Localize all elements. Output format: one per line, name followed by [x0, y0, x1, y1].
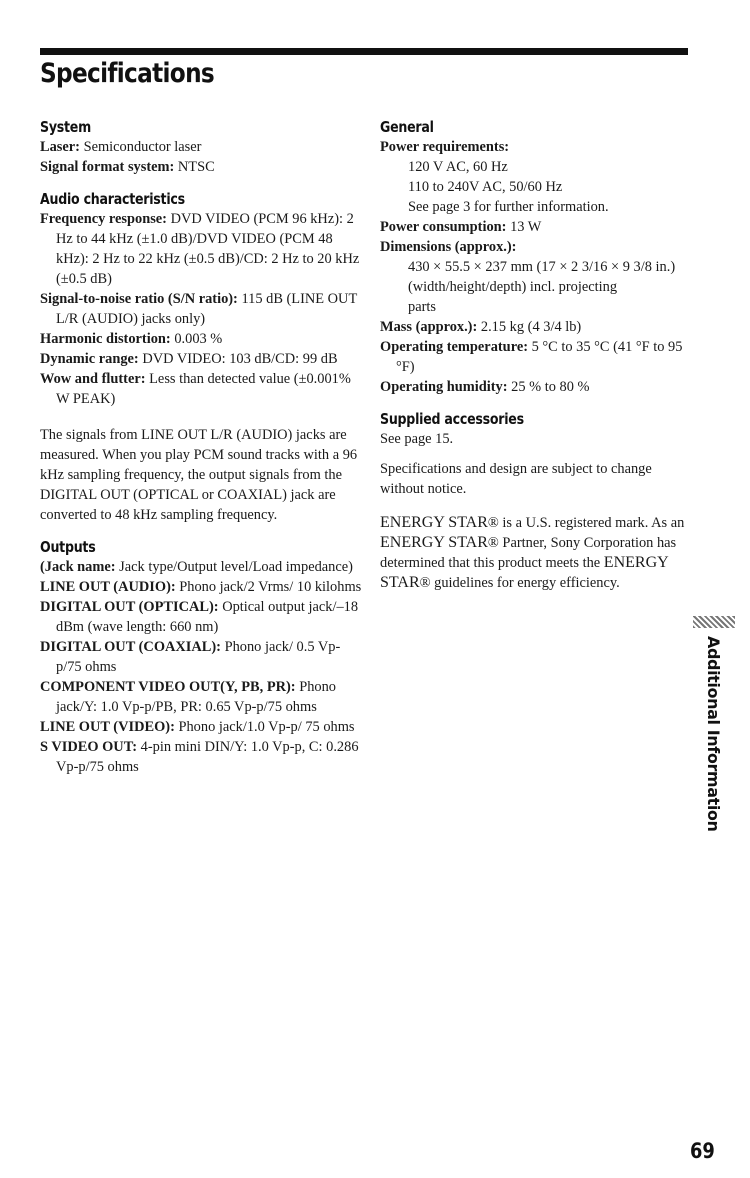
spec-dimensions-line: parts — [408, 299, 436, 315]
top-rule — [40, 48, 688, 55]
spec-dimensions-line: 430 × 55.5 × 237 mm (17 × 2 3/16 × 9 3/8 in.) — [408, 259, 676, 275]
spec-laser: Laser: Semiconductor laser — [40, 139, 202, 155]
spec-digital-optical: DIGITAL OUT (OPTICAL): Optical output jack/–18 dBm (wave length: 660 nm) — [40, 599, 359, 635]
spec-harmonic-distortion: Harmonic distortion: 0.003 % — [40, 331, 223, 347]
section-heading-audio: Audio characteristics — [40, 190, 185, 208]
section-heading-system: System — [40, 118, 91, 136]
right-column — [380, 117, 698, 593]
spec-line-out-audio: LINE OUT (AUDIO): Phono jack/2 Vrms/ 10 kilohms — [40, 579, 362, 595]
spec-dimensions-term: Dimensions (approx.): — [380, 239, 517, 255]
spec-component-video: COMPONENT VIDEO OUT(Y, PB, PR): Phono jack/Y: 1.0 Vp-p/PB, PR: 0.65 Vp-p/75 ohms — [40, 679, 336, 715]
section-heading-general: General — [380, 118, 434, 136]
side-section-label: Additional Information — [704, 636, 723, 832]
spec-s-video: S VIDEO OUT: 4-pin mini DIN/Y: 1.0 Vp-p, C: 0.286 Vp-p/75 ohms — [40, 739, 359, 775]
spec-frequency-response: Frequency response: DVD VIDEO (PCM 96 kHz): 2 Hz to 44 kHz (±1.0 dB)/DVD VIDEO (PCM 48 kHz): 2 Hz to 22 kHz (±0.5 dB)/CD: 2 Hz to 20 kHz (±0.5 dB) — [40, 211, 360, 287]
side-tab-marker — [693, 616, 735, 628]
spec-power-consumption: Power consumption: 13 W — [380, 219, 542, 235]
spec-dimensions-line: (width/height/depth) incl. projecting — [408, 279, 618, 295]
left-column — [40, 117, 362, 777]
accessories-see-page: See page 15. — [380, 431, 454, 447]
audio-note: The signals from LINE OUT L/R (AUDIO) jacks are measured. When you play PCM sound tracks with a 96 kHz sampling frequency, the output signals from the DIGITAL OUT (OPTICAL or COAXIAL) jack are converted to 48 kHz sampling frequency. — [40, 427, 358, 523]
page-title: Specifications — [40, 58, 215, 89]
section-heading-outputs: Outputs — [40, 538, 96, 556]
spec-operating-humidity: Operating humidity: 25 % to 80 % — [380, 379, 590, 395]
change-notice: Specifications and design are subject to change without notice. — [380, 461, 652, 497]
spec-wow-flutter: Wow and flutter: Less than detected value (±0.001% W PEAK) — [40, 371, 351, 407]
spec-dynamic-range: Dynamic range: DVD VIDEO: 103 dB/CD: 99 dB — [40, 351, 338, 367]
spec-snr: Signal-to-noise ratio (S/N ratio): 115 dB (LINE OUT L/R (AUDIO) jacks only) — [40, 291, 357, 327]
page-number: 69 — [690, 1139, 715, 1163]
spec-power-line: 110 to 240V AC, 50/60 Hz — [408, 179, 563, 195]
spec-mass: Mass (approx.): 2.15 kg (4 3/4 lb) — [380, 319, 582, 335]
spec-jack-legend: (Jack name: Jack type/Output level/Load impedance) — [40, 559, 353, 575]
spec-line-out-video: LINE OUT (VIDEO): Phono jack/1.0 Vp-p/ 75 ohms — [40, 719, 355, 735]
spec-signal-format: Signal format system: NTSC — [40, 159, 215, 175]
section-heading-accessories: Supplied accessories — [380, 410, 524, 428]
spec-power-line: 120 V AC, 60 Hz — [408, 159, 508, 175]
spec-power-line: See page 3 for further information. — [408, 199, 609, 215]
energy-star-notice: ENERGY STAR® is a U.S. registered mark. As an ENERGY STAR® Partner, Sony Corporation has determined that this product meets the ENERGY STAR® guidelines for energy efficiency. — [380, 514, 685, 591]
spec-power-requirements-term: Power requirements: — [380, 139, 510, 155]
spec-operating-temperature: Operating temperature: 5 °C to 35 °C (41 °F to 95 °F) — [380, 339, 683, 375]
spec-digital-coaxial: DIGITAL OUT (COAXIAL): Phono jack/ 0.5 Vp-p/75 ohms — [40, 639, 341, 675]
